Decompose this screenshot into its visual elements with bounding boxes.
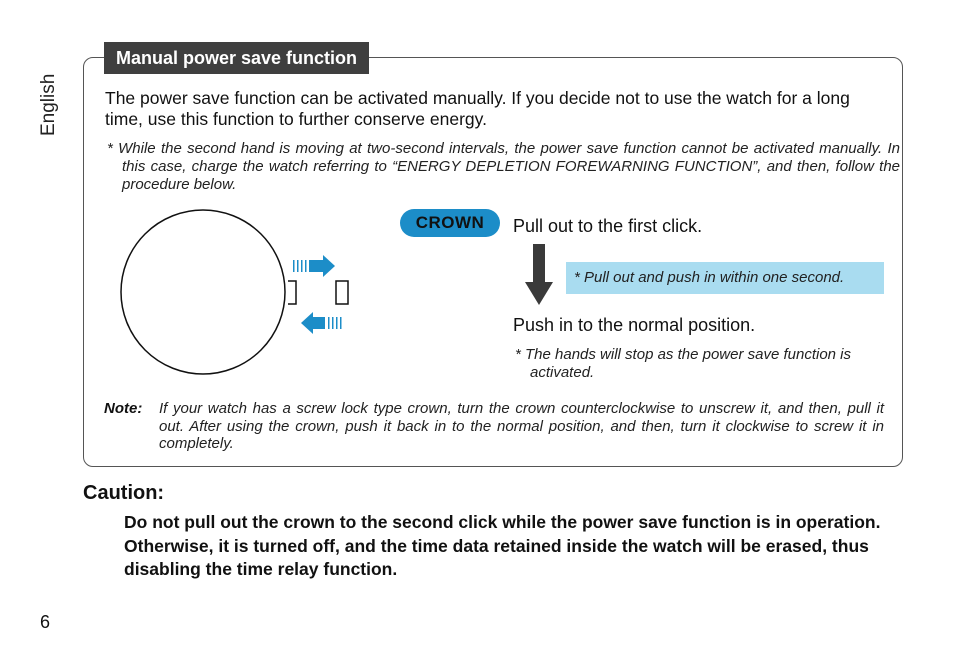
intro-paragraph: The power save function can be activated manually. If you decide not to use the watch for a long time, use this function to further conserve energy. <box>105 88 850 129</box>
step1-text: Pull out to the first click. <box>513 216 703 236</box>
down-arrow-icon <box>524 244 554 306</box>
push-in-arrow-icon <box>301 312 342 334</box>
watch-case <box>121 210 285 374</box>
crown-position-normal <box>288 281 296 304</box>
crown-position-pulled <box>336 281 348 304</box>
caution-title: Caution: <box>83 482 165 504</box>
note-label: Note: <box>104 400 143 417</box>
note-text: If your watch has a screw lock type crown, turn the crown counterclockwise to unscrew it, and then, pull it out. After using the crown, push it back in to the normal position, and then, turn it clockwise to screw it in completely. <box>159 400 884 452</box>
pull-out-arrow-icon <box>293 255 335 277</box>
caution-text: Do not pull out the crown to the second click while the power save function is in operation. Otherwise, it is turned off, and the time data retained inside the watch will be erased, thus disabling the time relay function. <box>124 512 881 579</box>
watch-diagram <box>118 205 368 380</box>
step2-text: Push in to the normal position. <box>513 315 756 335</box>
step1-tip: * Pull out and push in within one second. <box>566 262 884 294</box>
crown-badge: CROWN <box>400 209 500 237</box>
page-number: 6 <box>40 612 51 632</box>
language-label: English <box>38 73 59 137</box>
section-title: Manual power save function <box>104 42 369 74</box>
step2-note: * The hands will stop as the power save function is activated. <box>515 346 852 381</box>
footnote-paragraph: * While the second hand is moving at two-second intervals, the power save function cannot be activated manually. In this case, charge the watch referring to “ENERGY DEPLETION FOREWARNING FUNCTION”, and then, follow the procedure below. <box>107 140 900 193</box>
